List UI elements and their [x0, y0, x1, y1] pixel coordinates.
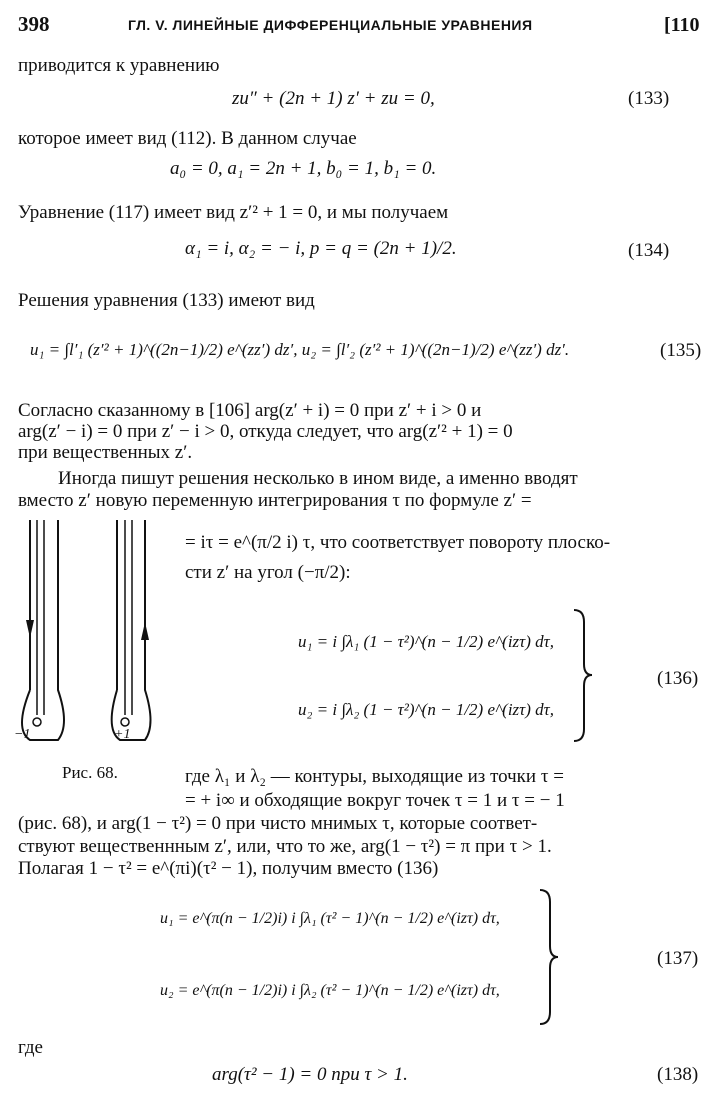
equation-138: arg(τ² − 1) = 0 при τ > 1.	[212, 1064, 408, 1085]
equation-136-second: u₂ = i ∫λ₂ (1 − τ²)^(n − 1/2) e^(izτ) dτ,	[298, 700, 554, 719]
point-plus-one	[121, 718, 129, 726]
equation-137-brace	[538, 888, 560, 1026]
text-line-12: где λ₁ и λ₂ — контуры, выходящие из точки τ =	[185, 766, 564, 787]
equation-135: u₁ = ∫l′₁ (z′² + 1)^((2n−1)/2) e^(zz′) dz′, u₂ = ∫l′₂ (z′² + 1)^((2n−1)/2) e^(zz′) dz′.	[30, 340, 570, 359]
page-number: 398	[18, 12, 50, 36]
equation-137-first: u₁ = e^(π(n − 1/2)i) i ∫λ₁ (τ² − 1)^(n − 1/2) e^(izτ) dτ,	[160, 910, 500, 927]
running-title: ГЛ. V. ЛИНЕЙНЫЕ ДИФФЕРЕНЦИАЛЬНЫЕ УРАВНЕНИЯ	[128, 17, 533, 33]
text-line-6: arg(z′ − i) = 0 при z′ − i > 0, откуда следует, что arg(z′² + 1) = 0	[18, 421, 513, 442]
point-minus-one	[33, 718, 41, 726]
text-line-15: ствуют вещественнным z′, или, что то же, arg(1 − τ²) = π при τ > 1.	[18, 836, 552, 857]
text-line-11: сти z′ на угол (−π/2):	[185, 562, 351, 583]
equation-number-134: (134)	[628, 240, 670, 261]
text-line-10: = iτ = e^(π/2 i) τ, что соответствует повороту плоско-	[185, 532, 611, 553]
contour-figure	[10, 520, 160, 750]
equation-137-second: u₂ = e^(π(n − 1/2)i) i ∫λ₂ (τ² − 1)^(n − 1/2) e^(izτ) dτ,	[160, 982, 500, 999]
text-line-1: приводится к уравнению	[18, 55, 220, 76]
text-line-8: Иногда пишут решения несколько в ином виде, а именно вводят	[58, 468, 578, 489]
figure-caption: Рис. 68.	[62, 763, 118, 782]
figure-label-plus-one: +1	[114, 727, 131, 742]
text-line-4: Решения уравнения (133) имеют вид	[18, 290, 315, 311]
equation-number-137: (137)	[657, 948, 699, 969]
section-number: [110	[664, 14, 700, 36]
text-line-9: вместо z′ новую переменную интегрирования τ по формуле z′ =	[18, 490, 532, 511]
figure-label-minus-one: −1	[14, 727, 31, 742]
arrow-down-icon	[26, 620, 34, 638]
text-line-17: где	[18, 1037, 43, 1058]
contour-lambda-1	[22, 520, 64, 740]
equation-133: zu″ + (2n + 1) z′ + zu = 0,	[232, 88, 435, 109]
text-line-3: Уравнение (117) имеет вид z′² + 1 = 0, и мы получаем	[18, 202, 449, 223]
equation-number-133: (133)	[628, 88, 670, 109]
equation-136-first: u₁ = i ∫λ₁ (1 − τ²)^(n − 1/2) e^(izτ) dτ,	[298, 632, 554, 651]
equation-number-136: (136)	[657, 668, 699, 689]
equation-136-brace	[572, 608, 594, 743]
contour-lambda-2	[112, 520, 151, 740]
equation-number-135: (135)	[660, 340, 702, 361]
text-line-14: (рис. 68), и arg(1 − τ²) = 0 при чисто мнимых τ, которые соответ-	[18, 813, 538, 834]
text-line-5: Согласно сказанному в [106] arg(z′ + i) = 0 при z′ + i > 0 и	[18, 400, 482, 421]
coefficients-equation: a₀ = 0, a₁ = 2n + 1, b₀ = 1, b₁ = 0.	[170, 158, 437, 179]
arrow-up-icon	[141, 622, 149, 640]
text-line-13: = + i∞ и обходящие вокруг точек τ = 1 и τ = − 1	[185, 790, 565, 811]
text-line-2: которое имеет вид (112). В данном случае	[18, 128, 357, 149]
text-line-7: при вещественных z′.	[18, 442, 193, 463]
equation-134: α₁ = i, α₂ = − i, p = q = (2n + 1)/2.	[185, 238, 457, 259]
equation-number-138: (138)	[657, 1064, 699, 1085]
text-line-16: Полагая 1 − τ² = e^(πi)(τ² − 1), получим вместо (136)	[18, 858, 439, 879]
